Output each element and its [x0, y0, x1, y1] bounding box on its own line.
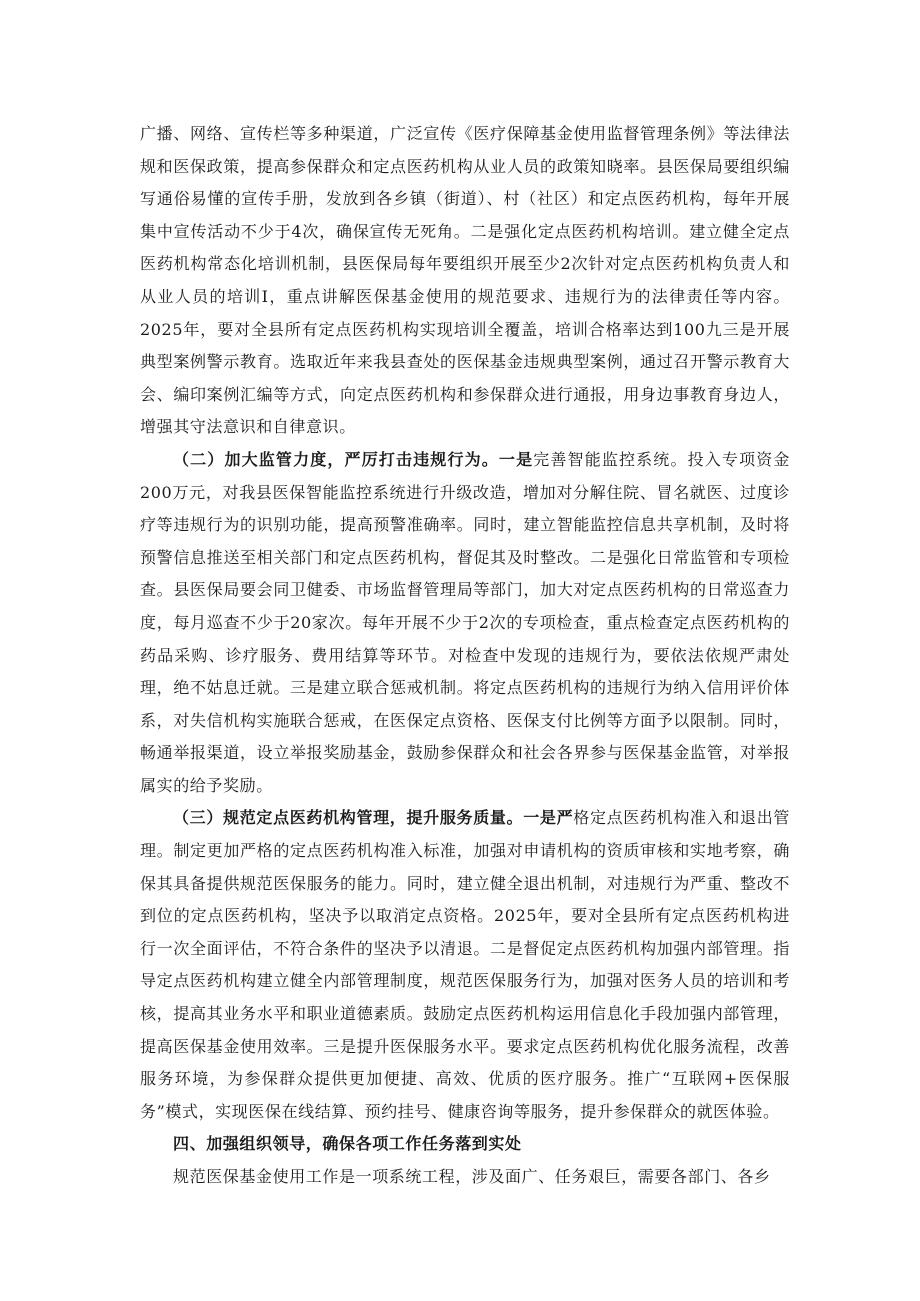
- section-heading-leadership: 四、加强组织领导，确保各项工作任务落到实处: [173, 1134, 522, 1154]
- paragraph-supervision: [140, 444, 790, 803]
- section-heading-management: （三）规范定点医药机构管理，提升服务质量。一是严: [173, 808, 574, 828]
- paragraph-publicity: 广播、网络、宣传栏等多种渠道，广泛宣传《医疗保障基金使用监督管理条例》等法律法规和医保政策，提高参保群众和定点医药机构从业人员的政策知晓率。县医保局要组织编写通俗易懂的宣传手册，发放到各乡镇（街道）、村（社区）和定点医药机构，每年开展集中宣传活动不少于4次，确保宣传无死角。二是强化定点医药机构培训。建立健全定点医药机构常态化培训机制，县医保局每年要组织开展至少2次针对定点医药机构负责人和从业人员的培训I，重点讲解医保基金使用的规范要求、违规行为的法律责任等内容。2025年，要对全县所有定点医药机构实现培训全覆盖，培训合格率达到100九三是开展典型案例警示教育。选取近年来我县查处的医保基金违规典型案例，通过召开警示教育大会、编印案例汇编等方式，向定点医药机构和参保群众进行通报，用身边事教育身边人，增强其守法意识和自律意识。: [140, 124, 790, 437]
- document-body: [140, 118, 790, 1194]
- paragraph-leadership: 规范医保基金使用工作是一项系统工程，涉及面广、任务艰巨，需要各部门、各乡: [173, 1167, 771, 1186]
- paragraph-management: [140, 802, 790, 1128]
- paragraph-supervision-text: 完善智能监控系统。投入专项资金200万元，对我县医保智能监控系统进行升级改造，增加对分解住院、冒名就医、过度诊疗等违规行为的识别功能，提高预警准确率。同时，建立智能监控信息共享机制，及时将预警信息推送至相关部门和定点医药机构，督促其及时整改。二是强化日常监管和专项检查。县医保局要会同卫健委、市场监督管理局等部门，加大对定点医药机构的日常巡查力度，每月巡查不少于20家次。每年开展不少于2次的专项检查，重点检查定点医药机构的药品采购、诊疗服务、费用结算等环节。对检查中发现的违规行为，要依法依规严肃处理，绝不姑息迁就。三是建立联合惩戒机制。将定点医药机构的违规行为纳入信用评价体系，对失信机构实施联合惩戒，在医保定点资格、医保支付比例等方面予以限制。同时，畅通举报渠道，设立举报奖励基金，鼓励参保群众和社会各界参与医保基金监管，对举报属实的给予奖励。: [140, 449, 790, 795]
- section-heading-supervision: （二）加大监管力度，严厉打击违规行为。一是: [173, 449, 534, 469]
- paragraph-management-text: 格定点医药机构准入和退出管理。制定更加严格的定点医药机构准入标准，加强对申请机构的资质审核和实地考察，确保其具备提供规范医保服务的能力。同时，建立健全退出机制，对违规行为严重、整改不到位的定点医药机构，坚决予以取消定点资格。2025年，要对全县所有定点医药机构进行一次全面评估，不符合条件的坚决予以清退。二是督促定点医药机构加强内部管理。指导定点医药机构建立健全内部管理制度，规范医保服务行为，加强对医务人员的培训和考核，提高其业务水平和职业道德素质。鼓励定点医药机构运用信息化手段加强内部管理，提高医保基金使用效率。三是提升医保服务水平。要求定点医药机构优化服务流程，改善服务环境，为参保群众提供更加便捷、高效、优质的医疗服务。推广“互联网+医保服务”模式，实现医保在线结算、预约挂号、健康咨询等服务，提升参保群众的就医体验。: [140, 808, 790, 1121]
